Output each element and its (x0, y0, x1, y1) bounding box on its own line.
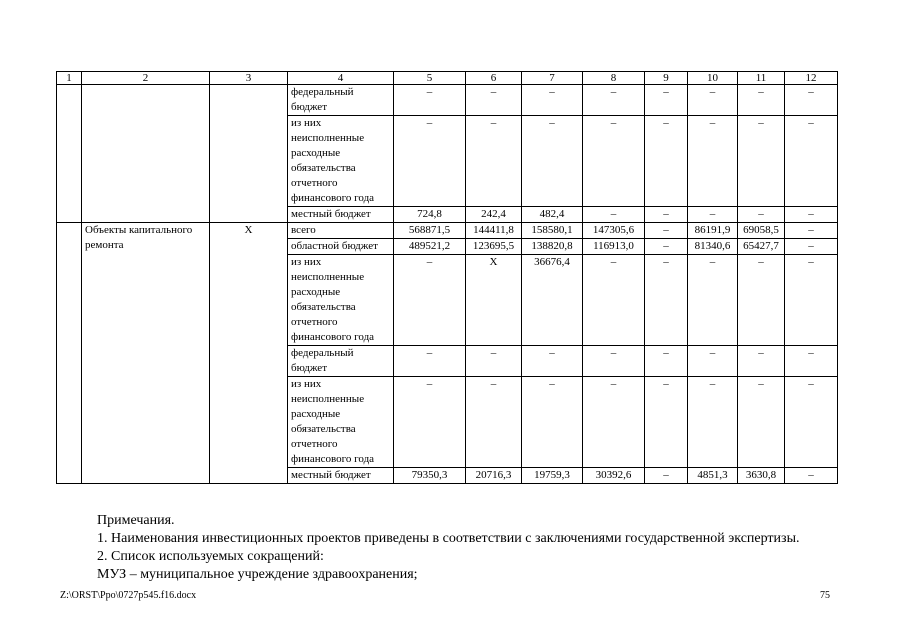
value-cell: – (688, 346, 738, 377)
header-cell: 12 (785, 72, 838, 85)
value-cell: – (394, 85, 466, 116)
col1-cell (57, 85, 82, 223)
header-cell: 4 (288, 72, 394, 85)
value-cell: – (394, 377, 466, 468)
value-cell: 568871,5 (394, 223, 466, 239)
header-row (57, 72, 838, 85)
group-marker: X (210, 223, 288, 484)
value-cell: – (645, 346, 688, 377)
value-cell: 20716,3 (466, 468, 522, 484)
value-cell: – (645, 207, 688, 223)
note-item: 1. Наименования инвестиционных проектов приведены в соответствии с заключениями государственной экспертизы. (97, 531, 800, 546)
value-cell: 489521,2 (394, 239, 466, 255)
value-cell: – (738, 116, 785, 207)
value-cell: – (738, 255, 785, 346)
value-cell: – (785, 468, 838, 484)
value-cell: – (394, 346, 466, 377)
col2-cell (82, 85, 210, 223)
value-cell: 482,4 (522, 207, 583, 223)
value-cell: – (583, 377, 645, 468)
value-cell: – (785, 346, 838, 377)
value-cell: – (522, 116, 583, 207)
header-cell: 9 (645, 72, 688, 85)
header-cell: 3 (210, 72, 288, 85)
value-cell: – (583, 346, 645, 377)
value-cell: – (785, 85, 838, 116)
value-cell: 147305,6 (583, 223, 645, 239)
header-cell: 7 (522, 72, 583, 85)
row-label: из них неисполненные расходные обязательства отчетного финансового года (288, 116, 394, 207)
value-cell: – (583, 85, 645, 116)
value-cell: – (645, 468, 688, 484)
data-table (56, 71, 838, 484)
note-item: МУЗ – муниципальное учреждение здравоохранения; (97, 567, 418, 582)
page-number: 75 (820, 590, 830, 601)
value-cell: – (785, 377, 838, 468)
value-cell: – (738, 207, 785, 223)
value-cell: – (645, 223, 688, 239)
notes-title: Примечания. (97, 513, 175, 528)
col3-cell (210, 85, 288, 223)
file-path: Z:\ORST\Ppo\0727p545.f16.docx (60, 590, 197, 601)
group-name: Объекты капитального ремонта (82, 223, 210, 484)
value-cell: 123695,5 (466, 239, 522, 255)
value-cell: – (688, 207, 738, 223)
value-cell: 30392,6 (583, 468, 645, 484)
header-cell: 5 (394, 72, 466, 85)
row-label: федеральный бюджет (288, 85, 394, 116)
value-cell: 138820,8 (522, 239, 583, 255)
value-cell: – (688, 377, 738, 468)
value-cell: 86191,9 (688, 223, 738, 239)
value-cell: – (466, 85, 522, 116)
row-label: областной бюджет (288, 239, 394, 255)
value-cell: – (466, 377, 522, 468)
value-cell: – (583, 255, 645, 346)
value-cell: – (688, 116, 738, 207)
value-cell: – (466, 346, 522, 377)
value-cell: – (645, 116, 688, 207)
value-cell: – (785, 116, 838, 207)
value-cell: 65427,7 (738, 239, 785, 255)
value-cell: 4851,3 (688, 468, 738, 484)
value-cell: – (466, 116, 522, 207)
row-label: федеральный бюджет (288, 346, 394, 377)
value-cell: – (522, 346, 583, 377)
value-cell: 79350,3 (394, 468, 466, 484)
notes-block (97, 512, 799, 584)
value-cell: 242,4 (466, 207, 522, 223)
note-item: 2. Список используемых сокращений: (97, 549, 324, 564)
row-label: местный бюджет (288, 468, 394, 484)
value-cell: – (688, 85, 738, 116)
value-cell: – (738, 85, 785, 116)
row-label: из них неисполненные расходные обязательства отчетного финансового года (288, 255, 394, 346)
value-cell: 19759,3 (522, 468, 583, 484)
value-cell: – (645, 255, 688, 346)
table-row (57, 223, 838, 239)
value-cell: – (738, 346, 785, 377)
value-cell: – (785, 255, 838, 346)
value-cell: 69058,5 (738, 223, 785, 239)
value-cell: – (785, 207, 838, 223)
value-cell: – (785, 239, 838, 255)
value-cell: – (394, 116, 466, 207)
value-cell: – (394, 255, 466, 346)
value-cell: 81340,6 (688, 239, 738, 255)
row-label: из них неисполненные расходные обязательства отчетного финансового года (288, 377, 394, 468)
header-cell: 10 (688, 72, 738, 85)
value-cell: 116913,0 (583, 239, 645, 255)
value-cell: 36676,4 (522, 255, 583, 346)
value-cell: – (522, 377, 583, 468)
value-cell: – (583, 207, 645, 223)
value-cell: 158580,1 (522, 223, 583, 239)
header-cell: 8 (583, 72, 645, 85)
col1-cell (57, 223, 82, 484)
value-cell: X (466, 255, 522, 346)
header-cell: 11 (738, 72, 785, 85)
table-row (57, 85, 838, 116)
value-cell: – (522, 85, 583, 116)
value-cell: – (688, 255, 738, 346)
value-cell: – (645, 377, 688, 468)
value-cell: – (785, 223, 838, 239)
header-cell: 6 (466, 72, 522, 85)
value-cell: – (738, 377, 785, 468)
value-cell: 3630,8 (738, 468, 785, 484)
value-cell: – (645, 85, 688, 116)
row-label: местный бюджет (288, 207, 394, 223)
value-cell: – (645, 239, 688, 255)
value-cell: 724,8 (394, 207, 466, 223)
header-cell: 2 (82, 72, 210, 85)
value-cell: – (583, 116, 645, 207)
header-cell: 1 (57, 72, 82, 85)
row-label: всего (288, 223, 394, 239)
value-cell: 144411,8 (466, 223, 522, 239)
